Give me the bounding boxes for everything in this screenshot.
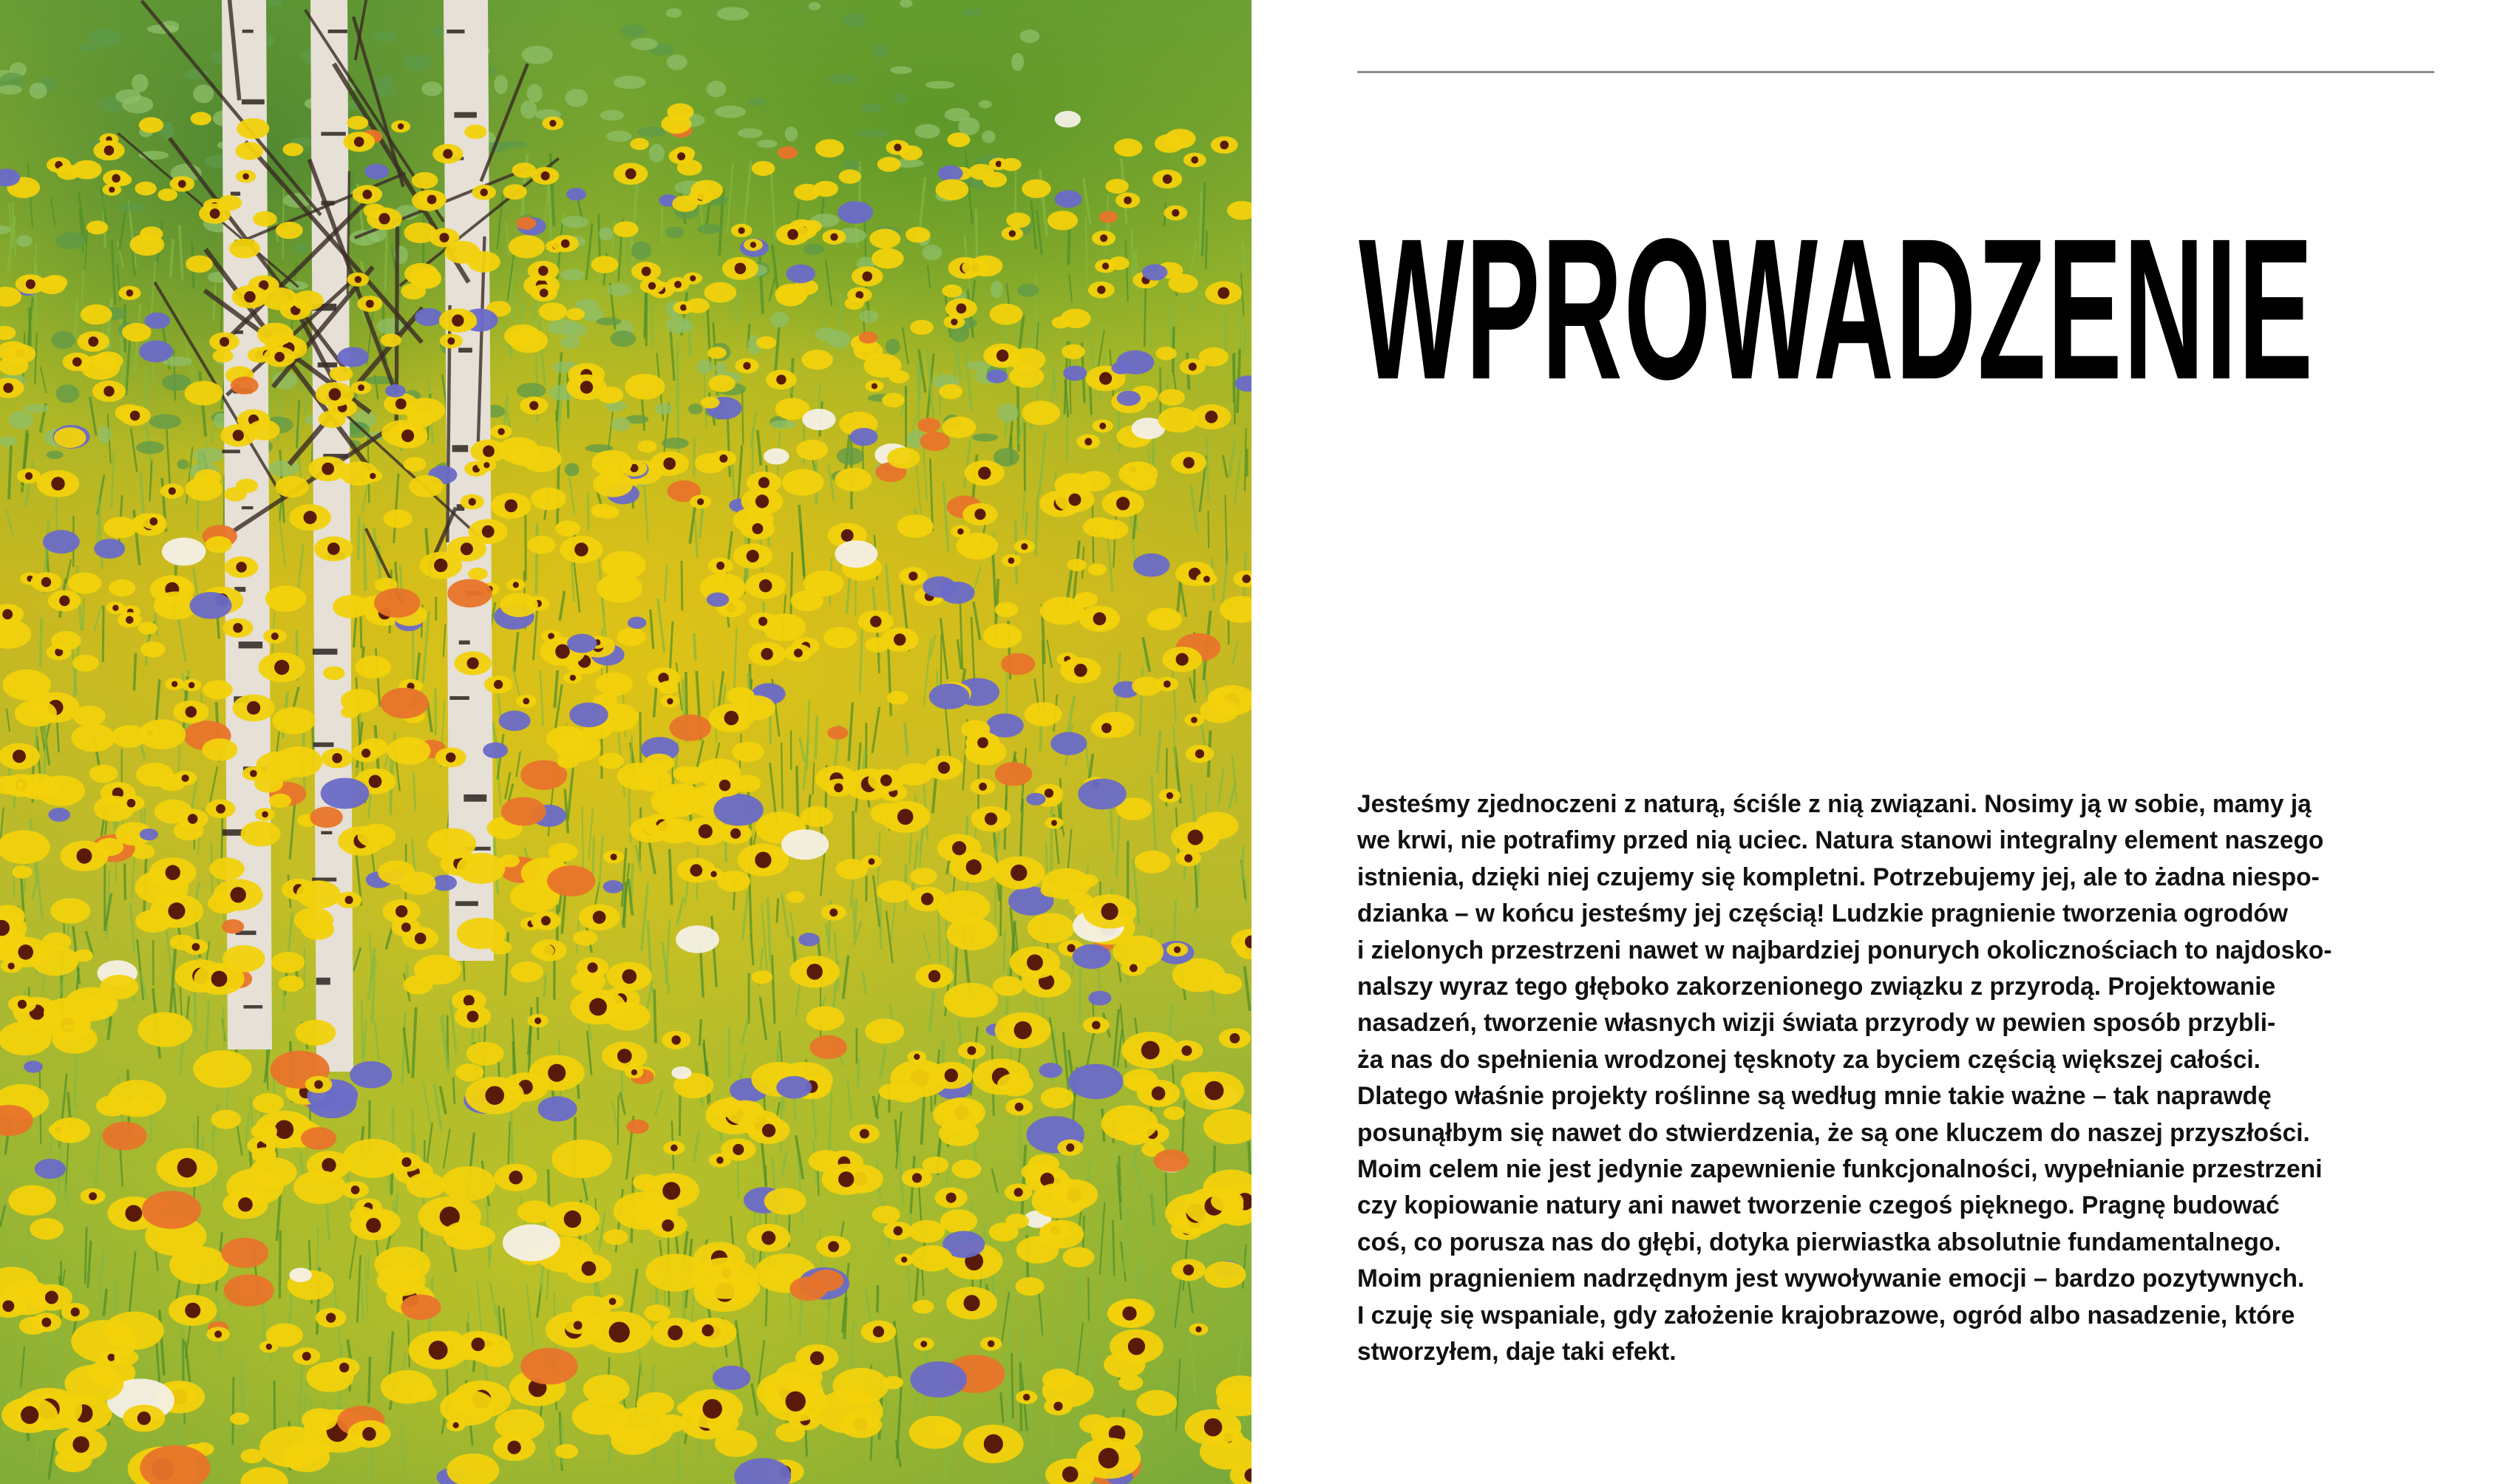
- intro-paragraph: [1357, 786, 2407, 1371]
- paragraph-line: Moim celem nie jest jedynie zapewnienie funkcjonalności, wypełnianie przestrzeni: [1357, 1155, 2323, 1184]
- paragraph-line: nalszy wyraz tego głęboko zakorzenionego związku z przyrodą. Projektowanie: [1357, 973, 2276, 1001]
- paragraph-line: Moim pragnieniem nadrzędnym jest wywoływanie emocji – bardzo pozytywnych.: [1357, 1265, 2305, 1293]
- paragraph-line: I czuję się wspaniale, gdy założenie krajobrazowe, ogród albo nasadzenie, które: [1357, 1301, 2295, 1330]
- paragraph-line: stworzyłem, daje taki efekt.: [1357, 1338, 1677, 1366]
- paragraph-line: Dlatego właśnie projekty roślinne są według mnie takie ważne – tak naprawdę: [1357, 1082, 2272, 1111]
- chapter-title: WPROWADZENIE: [1359, 197, 2314, 421]
- paragraph-line: posunąłbym się nawet do stwierdzenia, że są one kluczem do naszej przyszłości.: [1357, 1118, 2310, 1147]
- paragraph-line: dzianka – w końcu jesteśmy jej częścią! Ludzkie pragnienie tworzenia ogrodów: [1357, 899, 2289, 928]
- top-rule-divider: [1357, 71, 2434, 73]
- paragraph-line: ża nas do spełnienia wrodzonej tęsknoty za byciem częścią większej całości.: [1357, 1045, 2261, 1074]
- paragraph-line: istnienia, dzięki niej czujemy się kompletni. Potrzebujemy jej, ale to żadna niespo-: [1357, 862, 2320, 891]
- paragraph-line: we krwi, nie potrafimy przed nią uciec. Natura stanowi integralny element naszego: [1357, 826, 2324, 855]
- paragraph-line: nasadzeń, tworzenie własnych wizji świata przyrody w pewien sposób przybli-: [1357, 1009, 2276, 1038]
- paragraph-line: coś, co porusza nas do głębi, dotyka pierwiastka absolutnie fundamentalnego.: [1357, 1228, 2281, 1256]
- paragraph-line: i zielonych przestrzeni nawet w najbardziej ponurych okolicznościach to najdosko-: [1357, 936, 2332, 964]
- paragraph-line: Jesteśmy zjednoczeni z naturą, ściśle z nią związani. Nosimy ją w sobie, mamy ją: [1357, 790, 2312, 818]
- paragraph-line: czy kopiowanie natury ani nawet tworzenie czegoś pięknego. Pragnę budować: [1357, 1191, 2280, 1220]
